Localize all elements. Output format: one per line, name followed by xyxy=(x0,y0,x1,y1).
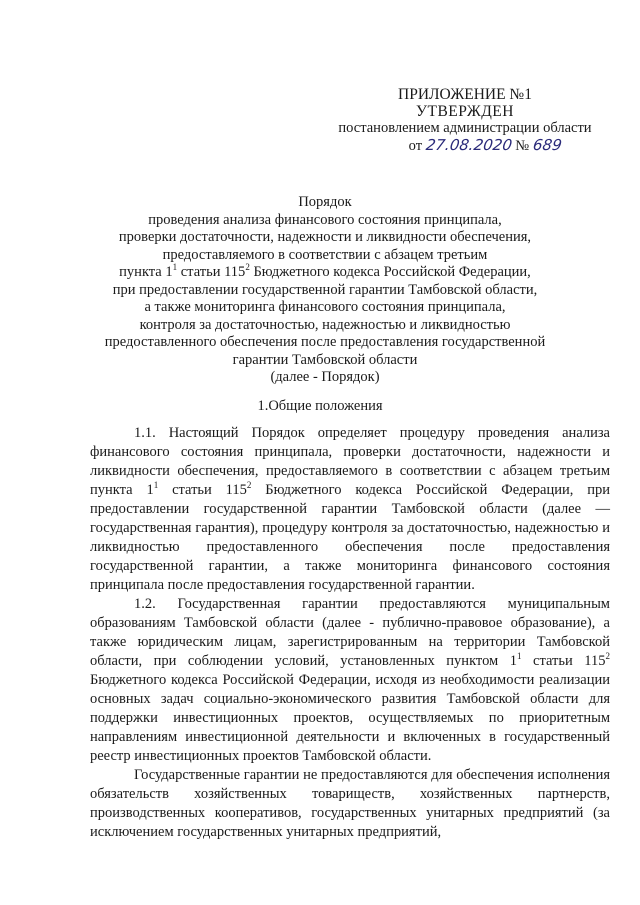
title-line-3: предоставляемого в соответствии с абзацем третьим xyxy=(162,246,488,263)
section-heading: 1.Общие положения xyxy=(257,398,383,414)
document-body xyxy=(90,424,610,842)
paragraph-1-2: 1.2. Государственная гарантии предоставляются муниципальным образованиям Тамбовской области (далее - публично-правовое образование), а также юридическим лицам, зарегистрированным на территории Тамбовской области, при соблюдении условий, установленных пунктом $1^1$ статьи $115^2$ Бюджетного кодекса Российской Федерации, исходя из необходимости реализации основных задач социально-экономического развития Тамбовской области для поддержки инвестиционных проектов, осуществляемых по приоритетным направлениям инвестиционной деятельности и включенных в государственный реестр инвестиционных проектов Тамбовской области. xyxy=(90,596,610,764)
approved-label: УТВЕРЖДЕН xyxy=(416,103,514,120)
appendix-number: ПРИЛОЖЕНИЕ №1 xyxy=(398,86,532,103)
title-line-9: гарантии Тамбовской области xyxy=(232,351,418,368)
title-line-5: при предоставлении государственной гарантии Тамбовской области, xyxy=(112,281,538,298)
paragraph-1-1: 1.1. Настоящий Порядок определяет процедуру проведения анализа финансового состояния принципала, проверки достаточности, надежности и ликвидности обеспечения, предоставляемого в соответствии с абзацем третьим пункта $1^1$ статьи $115^2$ Бюджетного кодекса Российской Федерации, при предоставлении государственной гарантии Тамбовской области (далее — государственная гарантия), процедуру контроля за достаточностью, надежностью и ликвидностью предоставленного обеспечения после предоставления государственной гарантии, а также мониторинга финансового состояния принципала после предоставления государственной гарантии. xyxy=(90,425,611,593)
handwritten-date: 27.08.2020 xyxy=(424,136,513,154)
date-line xyxy=(360,137,610,155)
title-line-4: пункта $1^1$ статьи $115^2$ Бюджетного кодекса Российской Федерации, xyxy=(119,262,531,280)
approval-header xyxy=(320,86,610,155)
handwritten-number: 689 xyxy=(531,136,563,154)
decree-line: постановлением администрации области xyxy=(338,120,592,136)
number-prefix: № xyxy=(515,138,530,154)
title-line-6: а также мониторинга финансового состояния принципала, xyxy=(144,299,506,315)
title-heading: Порядок xyxy=(298,194,352,210)
paragraph-guarantee-exclusions: Государственные гарантии не предоставляются для обеспечения исполнения обязательств хозяйственных товариществ, хозяйственных партнерств, производственных кооперативов, государственных унитарных предприятий (за исключением государственных унитарных предприятий, xyxy=(90,767,610,840)
title-line-8: предоставленного обеспечения после предоставления государственной xyxy=(104,334,546,350)
title-line-10: (далее - Порядок) xyxy=(270,369,380,385)
title-line-1: проведения анализа финансового состояния принципала, xyxy=(148,211,502,228)
date-prefix: от xyxy=(408,138,423,154)
document-title xyxy=(90,194,560,387)
title-line-2: проверки достаточности, надежности и ликвидности обеспечения, xyxy=(118,229,532,245)
title-line-7: контроля за достаточностью, надежностью и ликвидностью xyxy=(139,316,511,333)
